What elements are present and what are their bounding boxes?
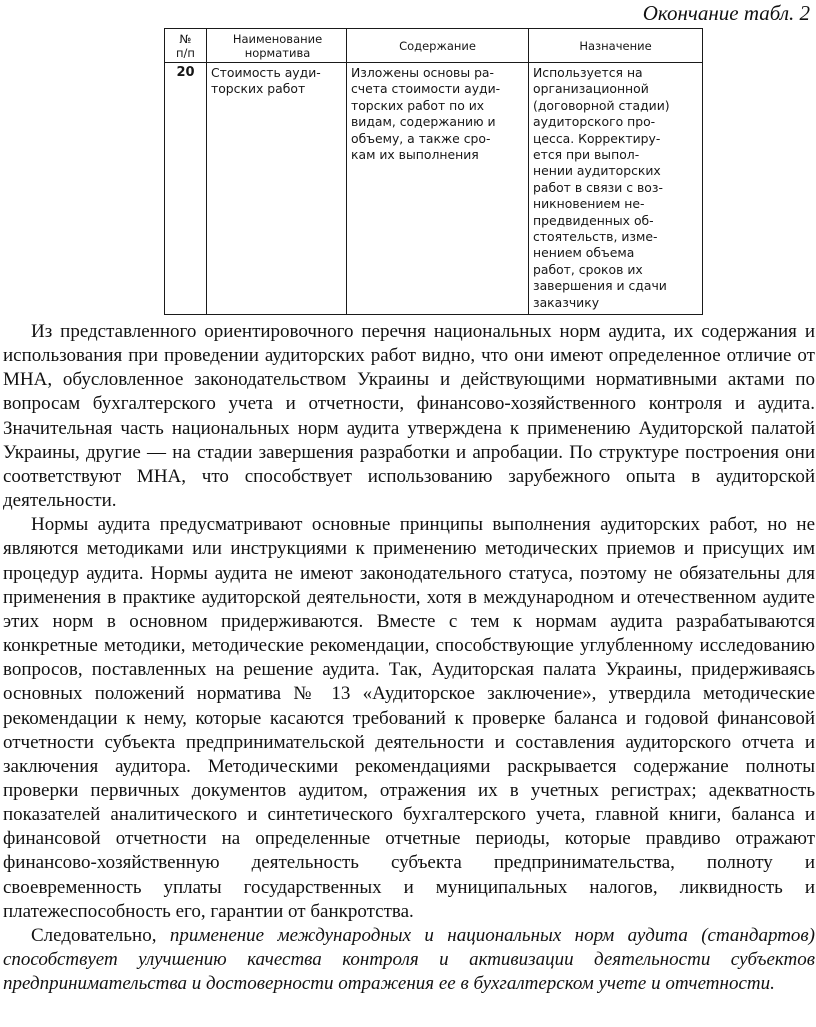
header-purpose — [529, 29, 703, 63]
header-name — [207, 29, 347, 63]
paragraph-2: Нормы аудита предусматривают основные принципы выполнения аудиторских работ, но не являются методиками или инструкциями к применению методических приемов и присущих им процедур аудита. Нормы аудита не имеют законодательного статуса, поэтому не обязательны для применения в практике аудиторской деятельности, хотя в международном и отечественном аудите этих норм в основном придерживаются. Вместе с тем к нормам аудита разрабатываются конкретные методики, методические рекомендации, способствующие углубленному исследованию вопросов, поставленных на решение аудита. Так, Аудиторская палата Украины, придерживаясь основных положений норматива № 13 «Аудиторское заключение», утвердила методические рекомендации к нему, которые касаются требований к проверке баланса и годовой финансовой отчетности субъекта предпринимательской деятельности и составления аудиторского отчета и заключения аудитора. Методическими рекомендациями раскрывается содержание полноты проверки первичных документов аудитом, отражения их в учетных регистрах; адекватность показателей аналитического и синтетического бухгалтерского учета, главной книги, баланса и финансовой отчетности на определенные отчетные периоды, которые правдиво отражают финансово-хозяйственную деятельность субъекта предпринимательства, полноту и своевременность уплаты государственных и муниципальных налогов, ликвидность и платежеспособность его, гарантии от банкротства. — [3, 514, 815, 922]
header-content-text: Содержание — [399, 38, 476, 53]
table-header-row — [165, 29, 703, 63]
body-text — [3, 320, 815, 996]
paragraph-3-conclusion: применение международных и национальных норм аудита (стандартов) способствует улучшению качества контроля и активизации деятельности субъектов предпринимательства и достоверности отражения ее в бухгалтерском учете и отчетности. — [3, 924, 815, 995]
header-purpose-text: Назначение — [579, 38, 652, 53]
header-name-text: Наименование норматива — [232, 31, 323, 60]
paragraph-3 — [3, 924, 815, 996]
header-number — [165, 29, 207, 63]
norms-table — [164, 28, 703, 315]
cell-content-text: Изложены основы ра- счета стоимости ауди- торских работ по их видам, содержанию и объему, а также сро- кам их выполнения — [351, 65, 501, 163]
cell-name-text: Стоимость ауди- торских работ — [211, 65, 321, 97]
paragraph-3-lead: Следовательно, — [31, 924, 157, 946]
cell-purpose — [529, 63, 703, 315]
header-content — [347, 29, 529, 63]
table-caption: Окончание табл. 2 — [642, 1, 810, 25]
cell-number — [165, 63, 207, 315]
cell-name — [207, 63, 347, 315]
cell-content — [347, 63, 529, 315]
cell-number-text: 20 — [176, 65, 195, 80]
paragraph-1: Из представленного ориентировочного перечня национальных норм аудита, их содержания и использования при проведении аудиторских работ видно, что они имеют определенное отличие от МНА, обусловленное законодательством Украины и действующими нормативными актами по вопросам бухгалтерского учета и отчетности, финансово-хозяйственного контроля и аудита. Значительная часть национальных норм аудита утверждена к применению Аудиторской палатой Украины, другие — на стадии завершения разработки и апробации. По структуре построения они соответствуют МНА, что способствует использованию зарубежного опыта в аудиторской деятельности. — [3, 321, 815, 512]
table-row — [165, 63, 703, 315]
header-number-text: № п/п — [176, 31, 195, 60]
cell-purpose-text: Используется на организационной (договорной стадии) аудиторского про- цесса. Корректиру- ется при выпол- нении аудиторских работ в связи с воз- никновением не- предвиденных об- стоятельств, изме- нением объема работ, сроков их завершения и сдачи заказчику — [533, 65, 670, 310]
